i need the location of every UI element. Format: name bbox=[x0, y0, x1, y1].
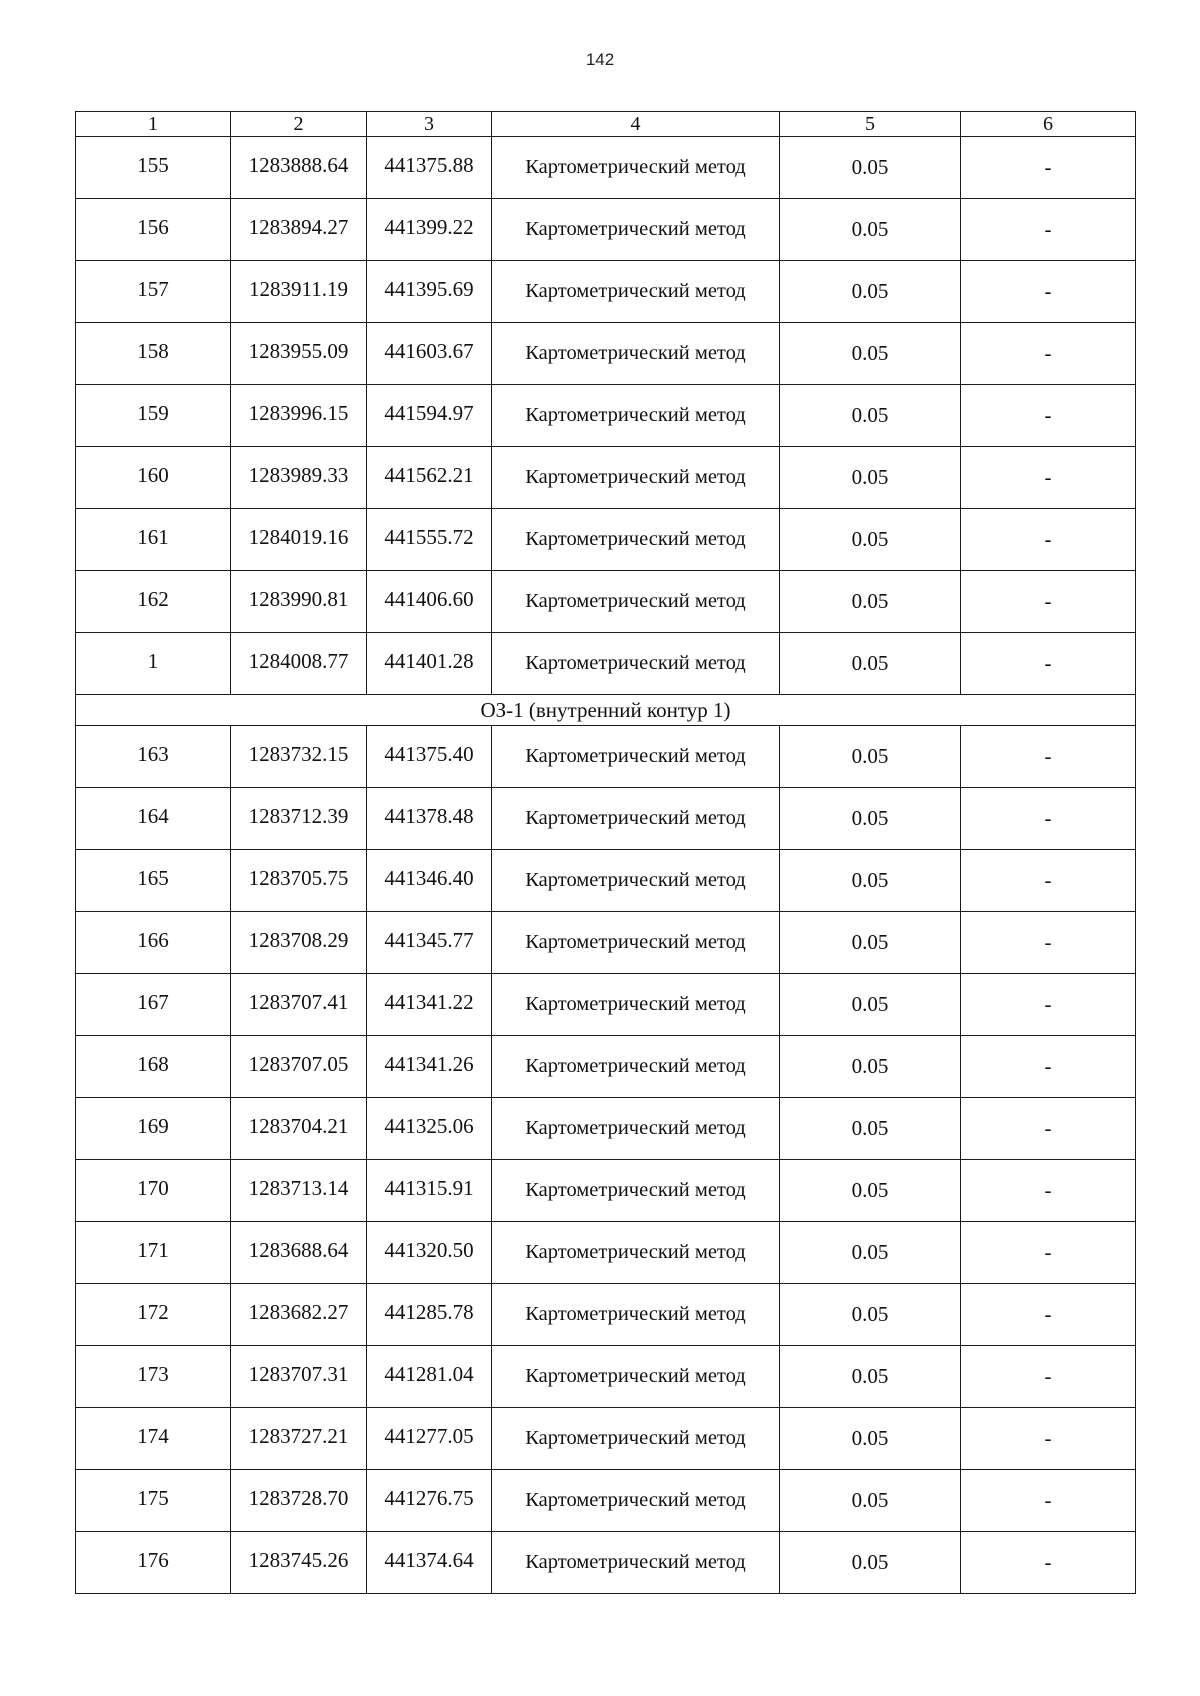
note-cell: - bbox=[961, 261, 1136, 323]
point-number-cell: 159 bbox=[76, 385, 231, 447]
note-cell: - bbox=[961, 137, 1136, 199]
x-coordinate-cell: 1284008.77 bbox=[231, 633, 367, 695]
y-coordinate-cell: 441325.06 bbox=[367, 1098, 492, 1160]
accuracy-cell: 0.05 bbox=[780, 1470, 961, 1532]
note-cell: - bbox=[961, 850, 1136, 912]
note-cell: - bbox=[961, 1408, 1136, 1470]
method-cell: Картометрический метод bbox=[492, 1098, 780, 1160]
column-header-4: 4 bbox=[492, 112, 780, 137]
method-cell: Картометрический метод bbox=[492, 323, 780, 385]
method-cell: Картометрический метод bbox=[492, 1346, 780, 1408]
point-number-cell: 168 bbox=[76, 1036, 231, 1098]
y-coordinate-cell: 441594.97 bbox=[367, 385, 492, 447]
point-number-cell: 172 bbox=[76, 1284, 231, 1346]
y-coordinate-cell: 441315.91 bbox=[367, 1160, 492, 1222]
column-header-5: 5 bbox=[780, 112, 961, 137]
column-header-2: 2 bbox=[231, 112, 367, 137]
y-coordinate-cell: 441345.77 bbox=[367, 912, 492, 974]
accuracy-cell: 0.05 bbox=[780, 261, 961, 323]
point-number-cell: 163 bbox=[76, 726, 231, 788]
accuracy-cell: 0.05 bbox=[780, 726, 961, 788]
accuracy-cell: 0.05 bbox=[780, 1408, 961, 1470]
y-coordinate-cell: 441395.69 bbox=[367, 261, 492, 323]
method-cell: Картометрический метод bbox=[492, 974, 780, 1036]
x-coordinate-cell: 1284019.16 bbox=[231, 509, 367, 571]
x-coordinate-cell: 1283745.26 bbox=[231, 1532, 367, 1594]
method-cell: Картометрический метод bbox=[492, 912, 780, 974]
method-cell: Картометрический метод bbox=[492, 788, 780, 850]
y-coordinate-cell: 441603.67 bbox=[367, 323, 492, 385]
table-row bbox=[76, 1408, 1136, 1470]
note-cell: - bbox=[961, 571, 1136, 633]
y-coordinate-cell: 441341.26 bbox=[367, 1036, 492, 1098]
method-cell: Картометрический метод bbox=[492, 199, 780, 261]
point-number-cell: 170 bbox=[76, 1160, 231, 1222]
point-number-cell: 160 bbox=[76, 447, 231, 509]
y-coordinate-cell: 441399.22 bbox=[367, 199, 492, 261]
x-coordinate-cell: 1283911.19 bbox=[231, 261, 367, 323]
method-cell: Картометрический метод bbox=[492, 1408, 780, 1470]
table-row bbox=[76, 1532, 1136, 1594]
x-coordinate-cell: 1283707.41 bbox=[231, 974, 367, 1036]
accuracy-cell: 0.05 bbox=[780, 850, 961, 912]
accuracy-cell: 0.05 bbox=[780, 509, 961, 571]
x-coordinate-cell: 1283732.15 bbox=[231, 726, 367, 788]
y-coordinate-cell: 441406.60 bbox=[367, 571, 492, 633]
note-cell: - bbox=[961, 509, 1136, 571]
accuracy-cell: 0.05 bbox=[780, 571, 961, 633]
accuracy-cell: 0.05 bbox=[780, 974, 961, 1036]
column-header-3: 3 bbox=[367, 112, 492, 137]
accuracy-cell: 0.05 bbox=[780, 912, 961, 974]
table-body bbox=[76, 112, 1136, 1594]
page-number: 142 bbox=[585, 50, 615, 69]
y-coordinate-cell: 441562.21 bbox=[367, 447, 492, 509]
note-cell: - bbox=[961, 726, 1136, 788]
method-cell: Картометрический метод bbox=[492, 1532, 780, 1594]
method-cell: Картометрический метод bbox=[492, 137, 780, 199]
note-cell: - bbox=[961, 447, 1136, 509]
x-coordinate-cell: 1283955.09 bbox=[231, 323, 367, 385]
accuracy-cell: 0.05 bbox=[780, 788, 961, 850]
x-coordinate-cell: 1283682.27 bbox=[231, 1284, 367, 1346]
method-cell: Картометрический метод bbox=[492, 447, 780, 509]
section-row bbox=[76, 695, 1136, 726]
point-number-cell: 171 bbox=[76, 1222, 231, 1284]
method-cell: Картометрический метод bbox=[492, 1284, 780, 1346]
method-cell: Картометрический метод bbox=[492, 726, 780, 788]
note-cell: - bbox=[961, 1532, 1136, 1594]
accuracy-cell: 0.05 bbox=[780, 385, 961, 447]
note-cell: - bbox=[961, 1222, 1136, 1284]
table-row bbox=[76, 199, 1136, 261]
y-coordinate-cell: 441401.28 bbox=[367, 633, 492, 695]
note-cell: - bbox=[961, 1284, 1136, 1346]
table-row bbox=[76, 1036, 1136, 1098]
x-coordinate-cell: 1283705.75 bbox=[231, 850, 367, 912]
accuracy-cell: 0.05 bbox=[780, 199, 961, 261]
point-number-cell: 1 bbox=[76, 633, 231, 695]
method-cell: Картометрический метод bbox=[492, 261, 780, 323]
method-cell: Картометрический метод bbox=[492, 509, 780, 571]
y-coordinate-cell: 441374.64 bbox=[367, 1532, 492, 1594]
point-number-cell: 164 bbox=[76, 788, 231, 850]
table-row bbox=[76, 261, 1136, 323]
accuracy-cell: 0.05 bbox=[780, 1532, 961, 1594]
method-cell: Картометрический метод bbox=[492, 1470, 780, 1532]
column-number-row bbox=[76, 112, 1136, 137]
point-number-cell: 176 bbox=[76, 1532, 231, 1594]
y-coordinate-cell: 441346.40 bbox=[367, 850, 492, 912]
x-coordinate-cell: 1283990.81 bbox=[231, 571, 367, 633]
method-cell: Картометрический метод bbox=[492, 850, 780, 912]
accuracy-cell: 0.05 bbox=[780, 137, 961, 199]
point-number-cell: 157 bbox=[76, 261, 231, 323]
accuracy-cell: 0.05 bbox=[780, 1346, 961, 1408]
table-row bbox=[76, 447, 1136, 509]
point-number-cell: 155 bbox=[76, 137, 231, 199]
table-row bbox=[76, 1346, 1136, 1408]
note-cell: - bbox=[961, 633, 1136, 695]
method-cell: Картометрический метод bbox=[492, 385, 780, 447]
method-cell: Картометрический метод bbox=[492, 1160, 780, 1222]
x-coordinate-cell: 1283888.64 bbox=[231, 137, 367, 199]
table-row bbox=[76, 788, 1136, 850]
note-cell: - bbox=[961, 1470, 1136, 1532]
note-cell: - bbox=[961, 1346, 1136, 1408]
table-row bbox=[76, 633, 1136, 695]
x-coordinate-cell: 1283989.33 bbox=[231, 447, 367, 509]
table-row bbox=[76, 1470, 1136, 1532]
note-cell: - bbox=[961, 1098, 1136, 1160]
accuracy-cell: 0.05 bbox=[780, 1098, 961, 1160]
table-row bbox=[76, 1284, 1136, 1346]
y-coordinate-cell: 441277.05 bbox=[367, 1408, 492, 1470]
table-row bbox=[76, 912, 1136, 974]
point-number-cell: 162 bbox=[76, 571, 231, 633]
accuracy-cell: 0.05 bbox=[780, 1036, 961, 1098]
y-coordinate-cell: 441320.50 bbox=[367, 1222, 492, 1284]
point-number-cell: 167 bbox=[76, 974, 231, 1036]
method-cell: Картометрический метод bbox=[492, 633, 780, 695]
method-cell: Картометрический метод bbox=[492, 1036, 780, 1098]
x-coordinate-cell: 1283713.14 bbox=[231, 1160, 367, 1222]
table-row bbox=[76, 509, 1136, 571]
accuracy-cell: 0.05 bbox=[780, 1160, 961, 1222]
method-cell: Картометрический метод bbox=[492, 571, 780, 633]
table-row bbox=[76, 974, 1136, 1036]
y-coordinate-cell: 441281.04 bbox=[367, 1346, 492, 1408]
note-cell: - bbox=[961, 1036, 1136, 1098]
note-cell: - bbox=[961, 912, 1136, 974]
column-header-1: 1 bbox=[76, 112, 231, 137]
note-cell: - bbox=[961, 199, 1136, 261]
table-row bbox=[76, 1222, 1136, 1284]
table-row bbox=[76, 850, 1136, 912]
note-cell: - bbox=[961, 788, 1136, 850]
table-row bbox=[76, 137, 1136, 199]
x-coordinate-cell: 1283688.64 bbox=[231, 1222, 367, 1284]
y-coordinate-cell: 441555.72 bbox=[367, 509, 492, 571]
x-coordinate-cell: 1283996.15 bbox=[231, 385, 367, 447]
table-row bbox=[76, 323, 1136, 385]
table-row bbox=[76, 1160, 1136, 1222]
x-coordinate-cell: 1283704.21 bbox=[231, 1098, 367, 1160]
point-number-cell: 166 bbox=[76, 912, 231, 974]
y-coordinate-cell: 441378.48 bbox=[367, 788, 492, 850]
coordinates-table bbox=[75, 111, 1136, 1594]
point-number-cell: 173 bbox=[76, 1346, 231, 1408]
accuracy-cell: 0.05 bbox=[780, 1222, 961, 1284]
note-cell: - bbox=[961, 385, 1136, 447]
note-cell: - bbox=[961, 974, 1136, 1036]
table-row bbox=[76, 726, 1136, 788]
y-coordinate-cell: 441375.88 bbox=[367, 137, 492, 199]
y-coordinate-cell: 441276.75 bbox=[367, 1470, 492, 1532]
note-cell: - bbox=[961, 323, 1136, 385]
point-number-cell: 156 bbox=[76, 199, 231, 261]
note-cell: - bbox=[961, 1160, 1136, 1222]
x-coordinate-cell: 1283708.29 bbox=[231, 912, 367, 974]
x-coordinate-cell: 1283727.21 bbox=[231, 1408, 367, 1470]
y-coordinate-cell: 441375.40 bbox=[367, 726, 492, 788]
x-coordinate-cell: 1283707.31 bbox=[231, 1346, 367, 1408]
x-coordinate-cell: 1283894.27 bbox=[231, 199, 367, 261]
table-row bbox=[76, 1098, 1136, 1160]
y-coordinate-cell: 441341.22 bbox=[367, 974, 492, 1036]
x-coordinate-cell: 1283707.05 bbox=[231, 1036, 367, 1098]
accuracy-cell: 0.05 bbox=[780, 323, 961, 385]
point-number-cell: 158 bbox=[76, 323, 231, 385]
accuracy-cell: 0.05 bbox=[780, 1284, 961, 1346]
table-row bbox=[76, 571, 1136, 633]
point-number-cell: 174 bbox=[76, 1408, 231, 1470]
point-number-cell: 169 bbox=[76, 1098, 231, 1160]
accuracy-cell: 0.05 bbox=[780, 633, 961, 695]
x-coordinate-cell: 1283728.70 bbox=[231, 1470, 367, 1532]
accuracy-cell: 0.05 bbox=[780, 447, 961, 509]
column-header-6: 6 bbox=[961, 112, 1136, 137]
x-coordinate-cell: 1283712.39 bbox=[231, 788, 367, 850]
point-number-cell: 165 bbox=[76, 850, 231, 912]
y-coordinate-cell: 441285.78 bbox=[367, 1284, 492, 1346]
point-number-cell: 161 bbox=[76, 509, 231, 571]
point-number-cell: 175 bbox=[76, 1470, 231, 1532]
section-title: ОЗ-1 (внутренний контур 1) bbox=[76, 695, 1136, 726]
table-row bbox=[76, 385, 1136, 447]
method-cell: Картометрический метод bbox=[492, 1222, 780, 1284]
